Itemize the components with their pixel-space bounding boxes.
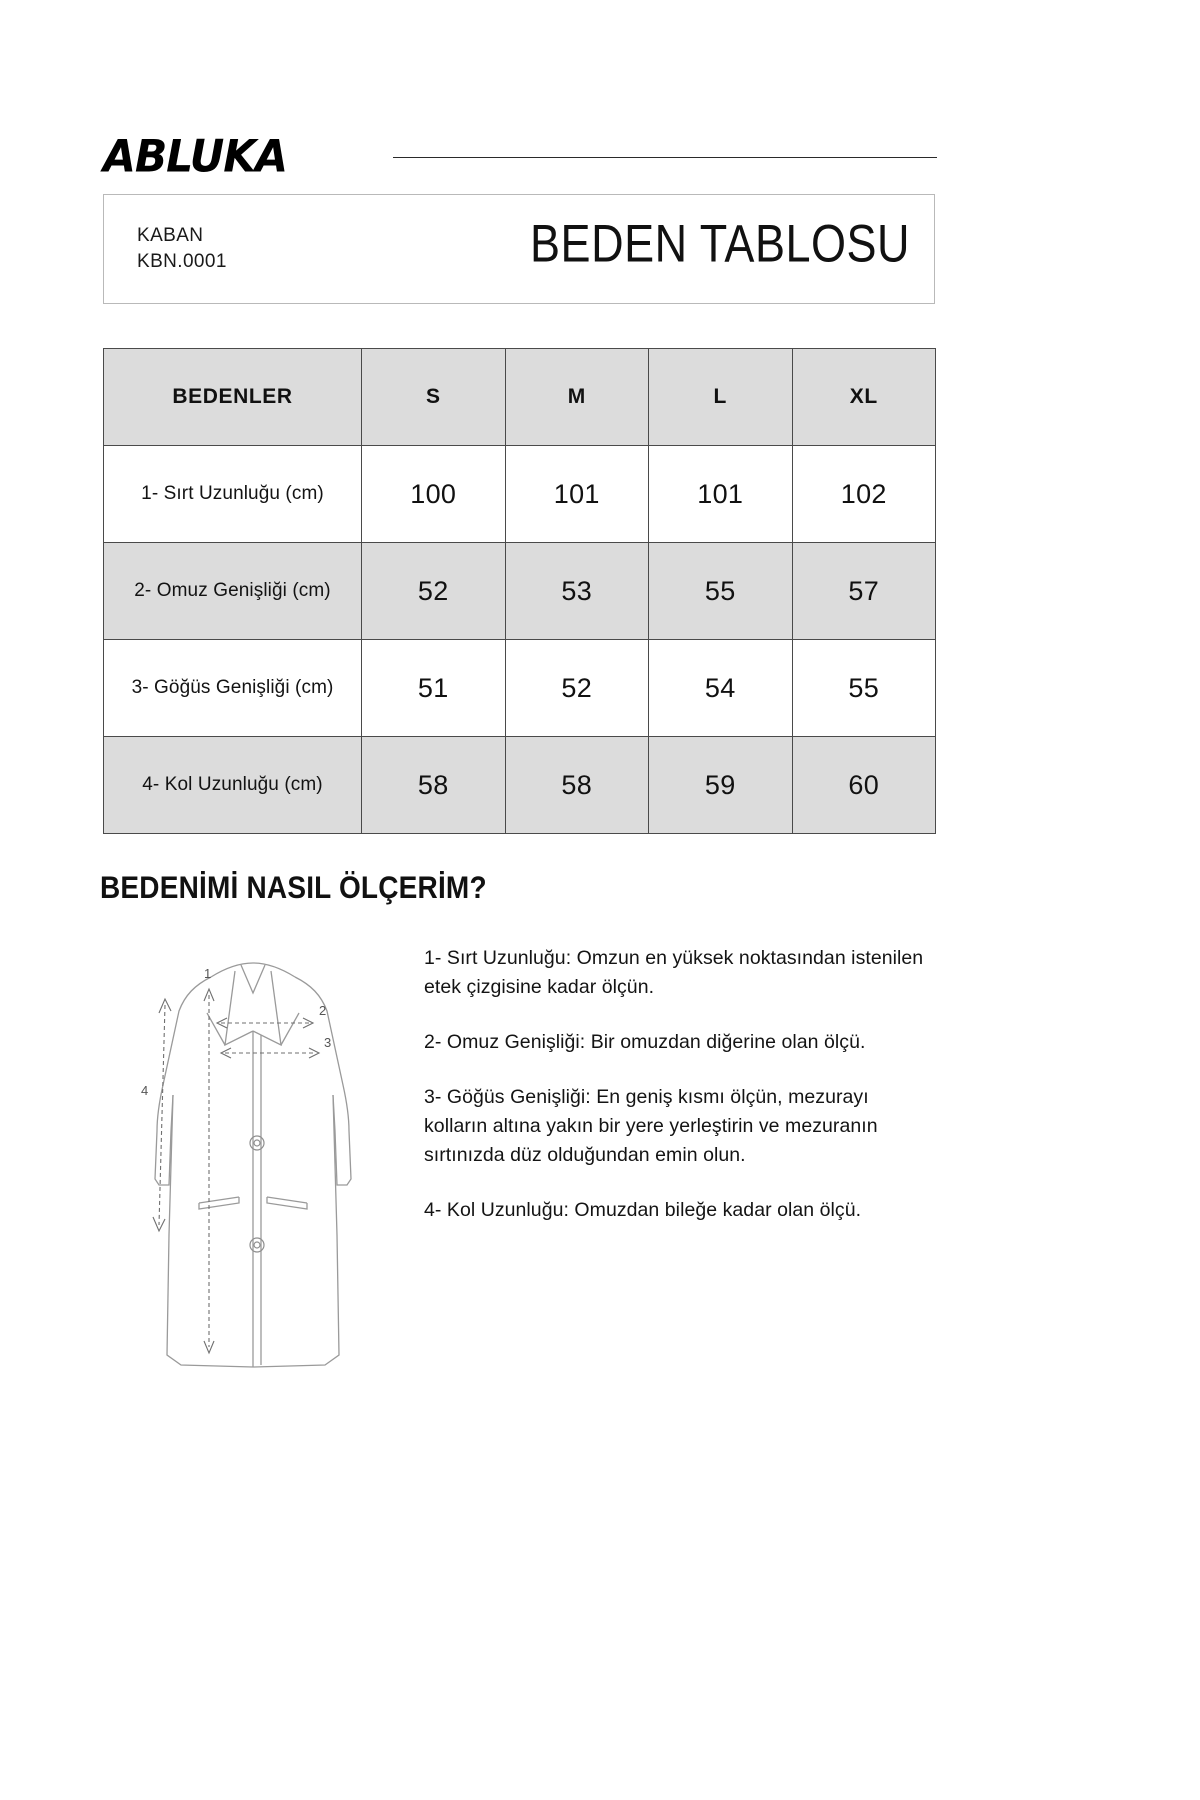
instruction-item: 4- Kol Uzunluğu: Omuzdan bileğe kadar olan ölçü. [424,1199,862,1221]
table-row [104,543,936,640]
brand-header [103,130,937,182]
diagram-marker-1: 1 [204,966,212,981]
diagram-marker-2: 2 [319,1003,327,1018]
instruction-item: 1- Sırt Uzunluğu: Omzun en yüksek noktasından istenilen etek çizgisine kadar ölçün. [424,947,924,998]
document-header-box [103,194,935,304]
column-header-m: M [505,349,649,446]
size-table-body [104,446,936,834]
table-row [104,446,936,543]
measurement-value: 52 [362,543,506,640]
measurement-value: 58 [505,737,649,834]
measurement-value: 57 [792,543,936,640]
size-table [103,348,936,834]
product-code: KBN.0001 [137,251,227,272]
product-name: KABAN [137,225,204,246]
measurement-value: 101 [505,446,649,543]
coat-diagram [103,935,403,1415]
measurement-label: 1- Sırt Uzunluğu (cm) [104,446,362,543]
diagram-marker-3: 3 [324,1035,332,1050]
measurement-value: 54 [649,640,793,737]
measurement-value: 51 [362,640,506,737]
instruction-item: 3- Göğüs Genişliği: En geniş kısmı ölçün, mezurayı kolların altına yakın bir yere yerleştirin ve mezuranın sırtınızda düz olduğundan emin olun. [424,1086,878,1166]
header-divider-rule [393,157,937,158]
howto-heading: BEDENİMİ NASIL ÖLÇERİM? [100,870,487,905]
measurement-value: 60 [792,737,936,834]
table-row [104,640,936,737]
size-table-head [104,349,936,446]
abluka-logo: ABLUKA [103,130,287,182]
table-row [104,737,936,834]
column-header-s: S [362,349,506,446]
instruction-item: 2- Omuz Genişliği: Bir omuzdan diğerine olan ölçü. [424,1031,866,1053]
measurement-value: 59 [649,737,793,834]
measurement-instructions [424,944,924,1225]
measurement-value: 58 [362,737,506,834]
measurement-value: 101 [649,446,793,543]
column-header-xl: XL [792,349,936,446]
measurement-value: 102 [792,446,936,543]
measurement-value: 53 [505,543,649,640]
measurement-label: 2- Omuz Genişliği (cm) [104,543,362,640]
column-header-l: L [649,349,793,446]
measurement-label: 3- Göğüs Genişliği (cm) [104,640,362,737]
page-title: BEDEN TABLOSU [530,213,910,274]
coat-diagram-svg [103,935,403,1415]
product-identity [137,223,227,275]
diagram-marker-4: 4 [141,1083,149,1098]
measurement-value: 55 [792,640,936,737]
measurement-value: 100 [362,446,506,543]
measurement-value: 55 [649,543,793,640]
column-header-bedenler: BEDENLER [104,349,362,446]
measurement-label: 4- Kol Uzunluğu (cm) [104,737,362,834]
measurement-value: 52 [505,640,649,737]
table-header-row [104,349,936,446]
